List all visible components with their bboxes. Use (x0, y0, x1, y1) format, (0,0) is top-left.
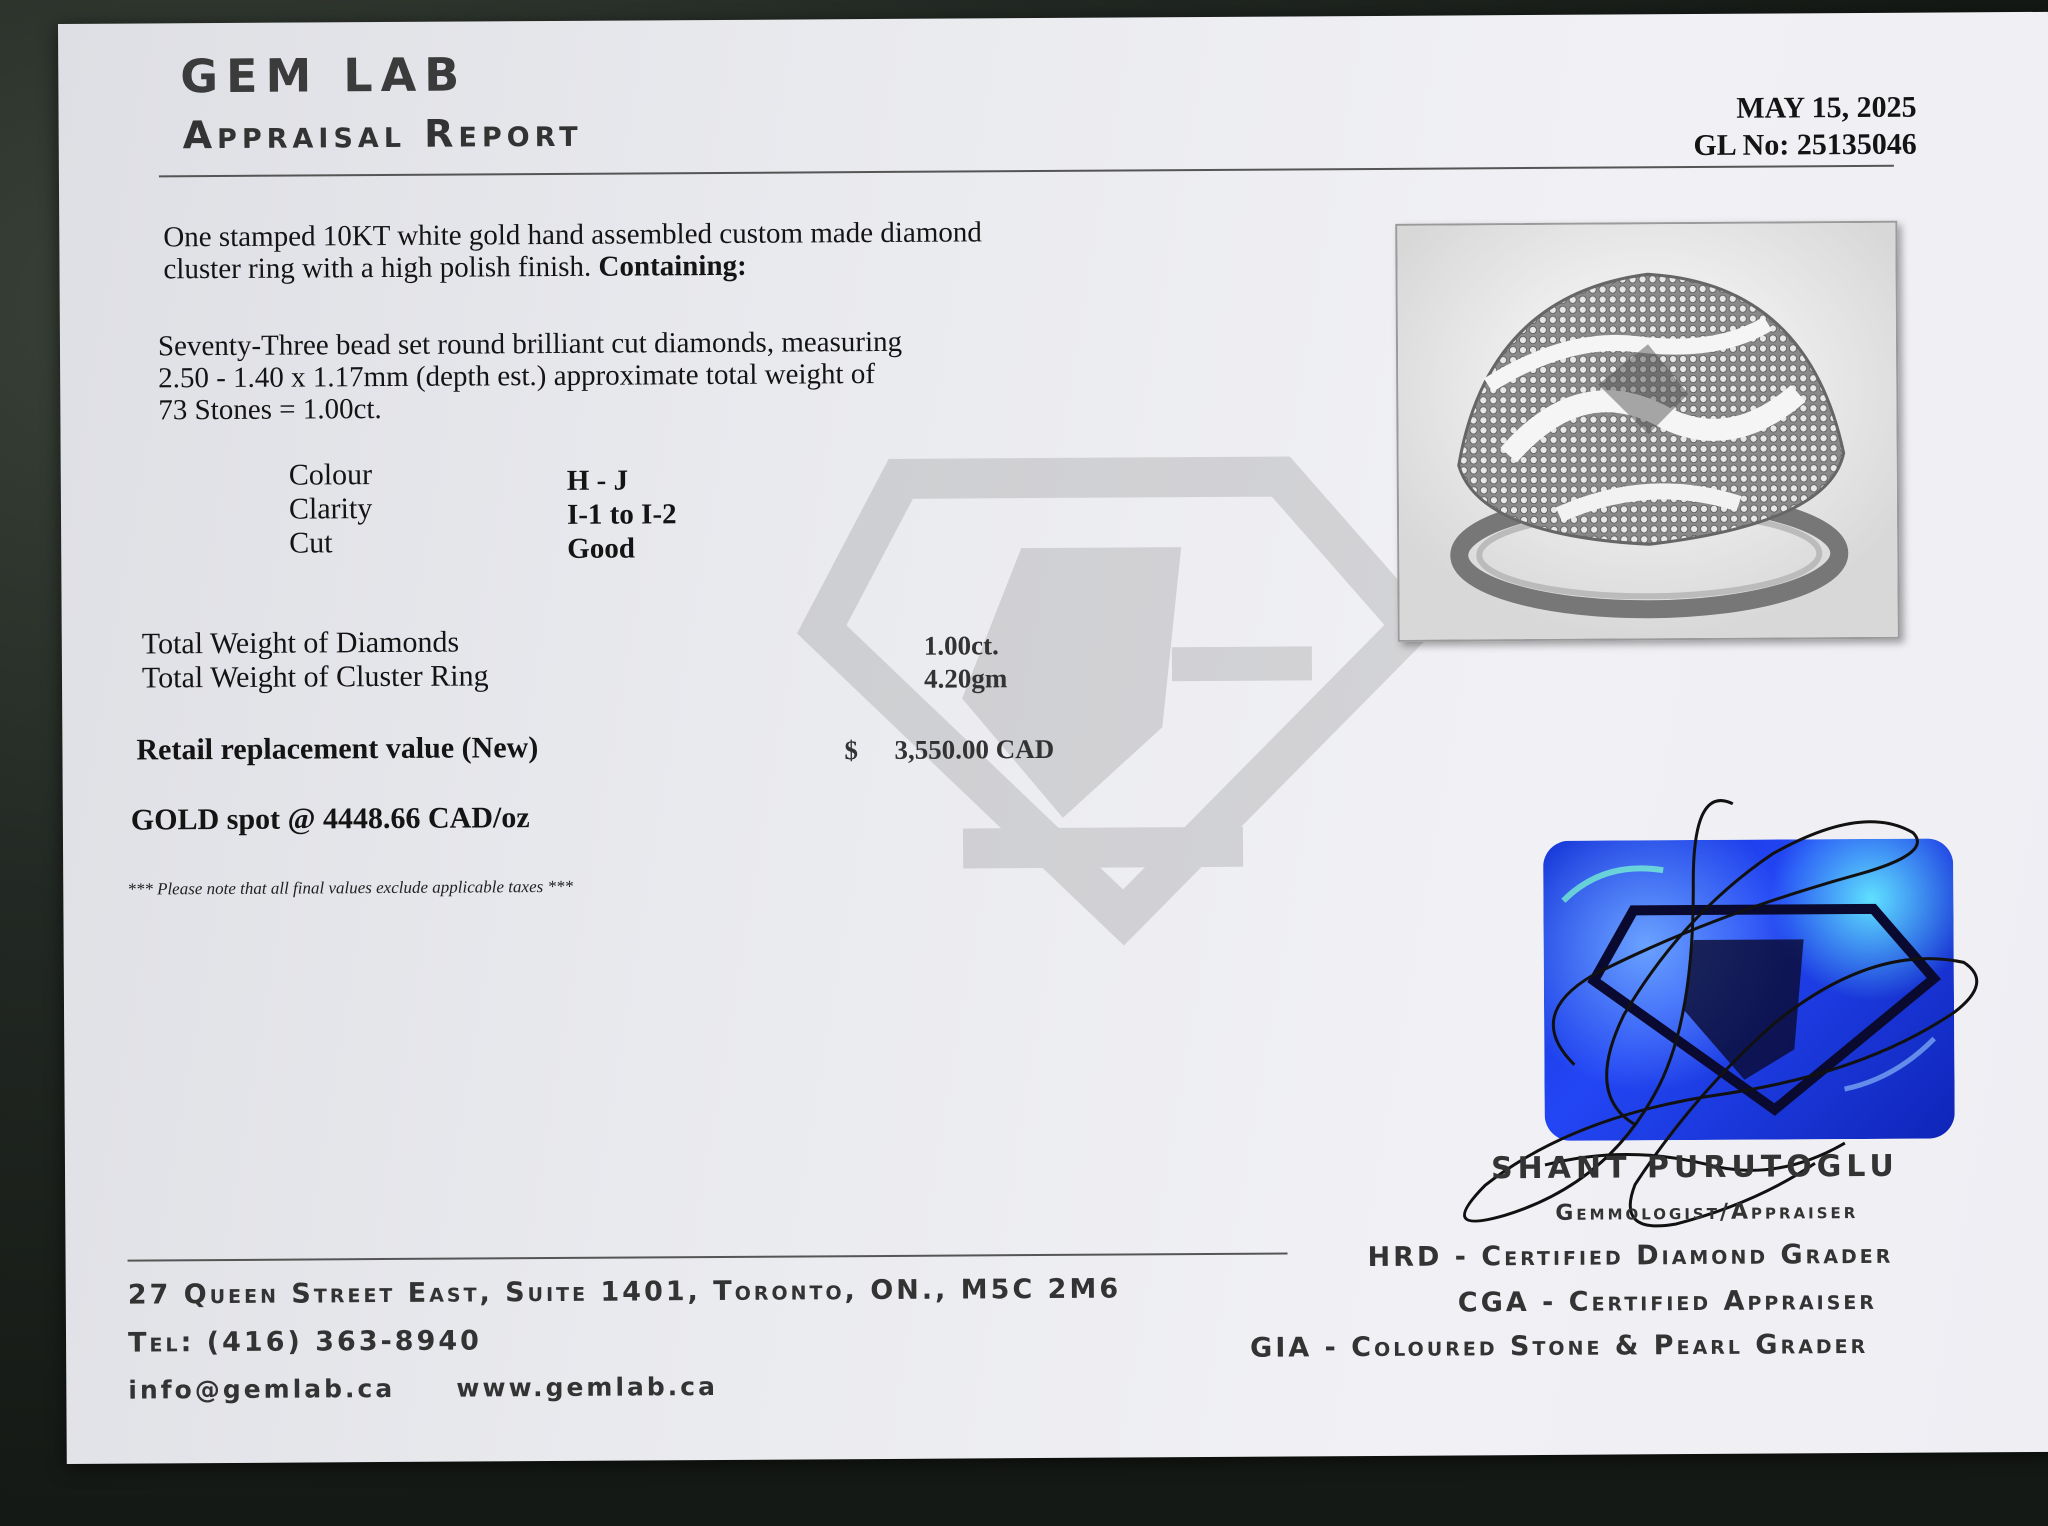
signer-role: Gemmologist/Appraiser (1555, 1199, 1859, 1226)
total-weight-diamonds-label: Total Weight of Diamonds (141, 625, 460, 661)
total-weight-diamonds-value: 1.00ct. (923, 630, 999, 661)
currency-symbol: $ (844, 735, 859, 766)
report-title: Appraisal Report (182, 110, 583, 158)
stones-description-line: 2.50 - 1.40 x 1.17mm (depth est.) approximate total weight of (158, 358, 876, 395)
footer-website: www.gemlab.ca (456, 1371, 719, 1403)
report-number: GL No: 25135046 (1693, 127, 1917, 163)
diamond-logo-watermark-icon (760, 395, 1463, 959)
item-description-line: One stamped 10KT white gold hand assembled custom made diamond (163, 216, 982, 254)
colour-value: H - J (566, 464, 629, 497)
stones-description-line: Seventy-Three bead set round brilliant cut diamonds, measuring (157, 325, 903, 363)
footer-email: info@gemlab.ca (128, 1373, 396, 1405)
description-text: cluster ring with a high polish finish. (163, 250, 592, 286)
ring-photo (1395, 221, 1900, 642)
appraisal-document (58, 12, 2048, 1464)
retail-value-amount: 3,550.00 CAD (894, 733, 1055, 765)
footer-phone: Tel: (416) 363-8940 (127, 1325, 483, 1359)
footer-address: 27 Queen Street East, Suite 1401, Toronto, ON., M5C 2M6 (127, 1273, 1122, 1311)
gold-spot-price: GOLD spot @ 4448.66 CAD/oz (130, 801, 530, 837)
credential-cga: CGA - Certified Appraiser (1457, 1284, 1878, 1319)
clarity-value: I-1 to I-2 (566, 498, 677, 531)
lab-name: GEM LAB (180, 47, 468, 104)
tax-note: *** Please note that all final values exclude applicable taxes *** (127, 876, 574, 899)
credential-gia: GIA - Coloured Stone & Pearl Grader (1250, 1328, 1869, 1364)
clarity-label: Clarity (288, 492, 373, 526)
containing-label: Containing: (598, 249, 747, 283)
stones-description-line: 73 Stones = 1.00ct. (158, 393, 382, 427)
header-divider (159, 165, 1894, 178)
total-weight-ring-value: 4.20gm (923, 663, 1008, 694)
cut-value: Good (567, 532, 635, 565)
credential-hrd: HRD - Certified Diamond Grader (1367, 1238, 1894, 1274)
cut-label: Cut (289, 526, 333, 560)
signature (1393, 762, 2016, 1266)
item-description-line (163, 250, 746, 286)
signer-name: SHANT PURUTOGLU (1490, 1148, 1899, 1187)
colour-label: Colour (288, 458, 373, 492)
retail-value-label: Retail replacement value (New) (136, 731, 539, 767)
report-date: MAY 15, 2025 (1736, 90, 1917, 125)
footer-divider (128, 1253, 1288, 1262)
total-weight-ring-label: Total Weight of Cluster Ring (141, 659, 489, 695)
